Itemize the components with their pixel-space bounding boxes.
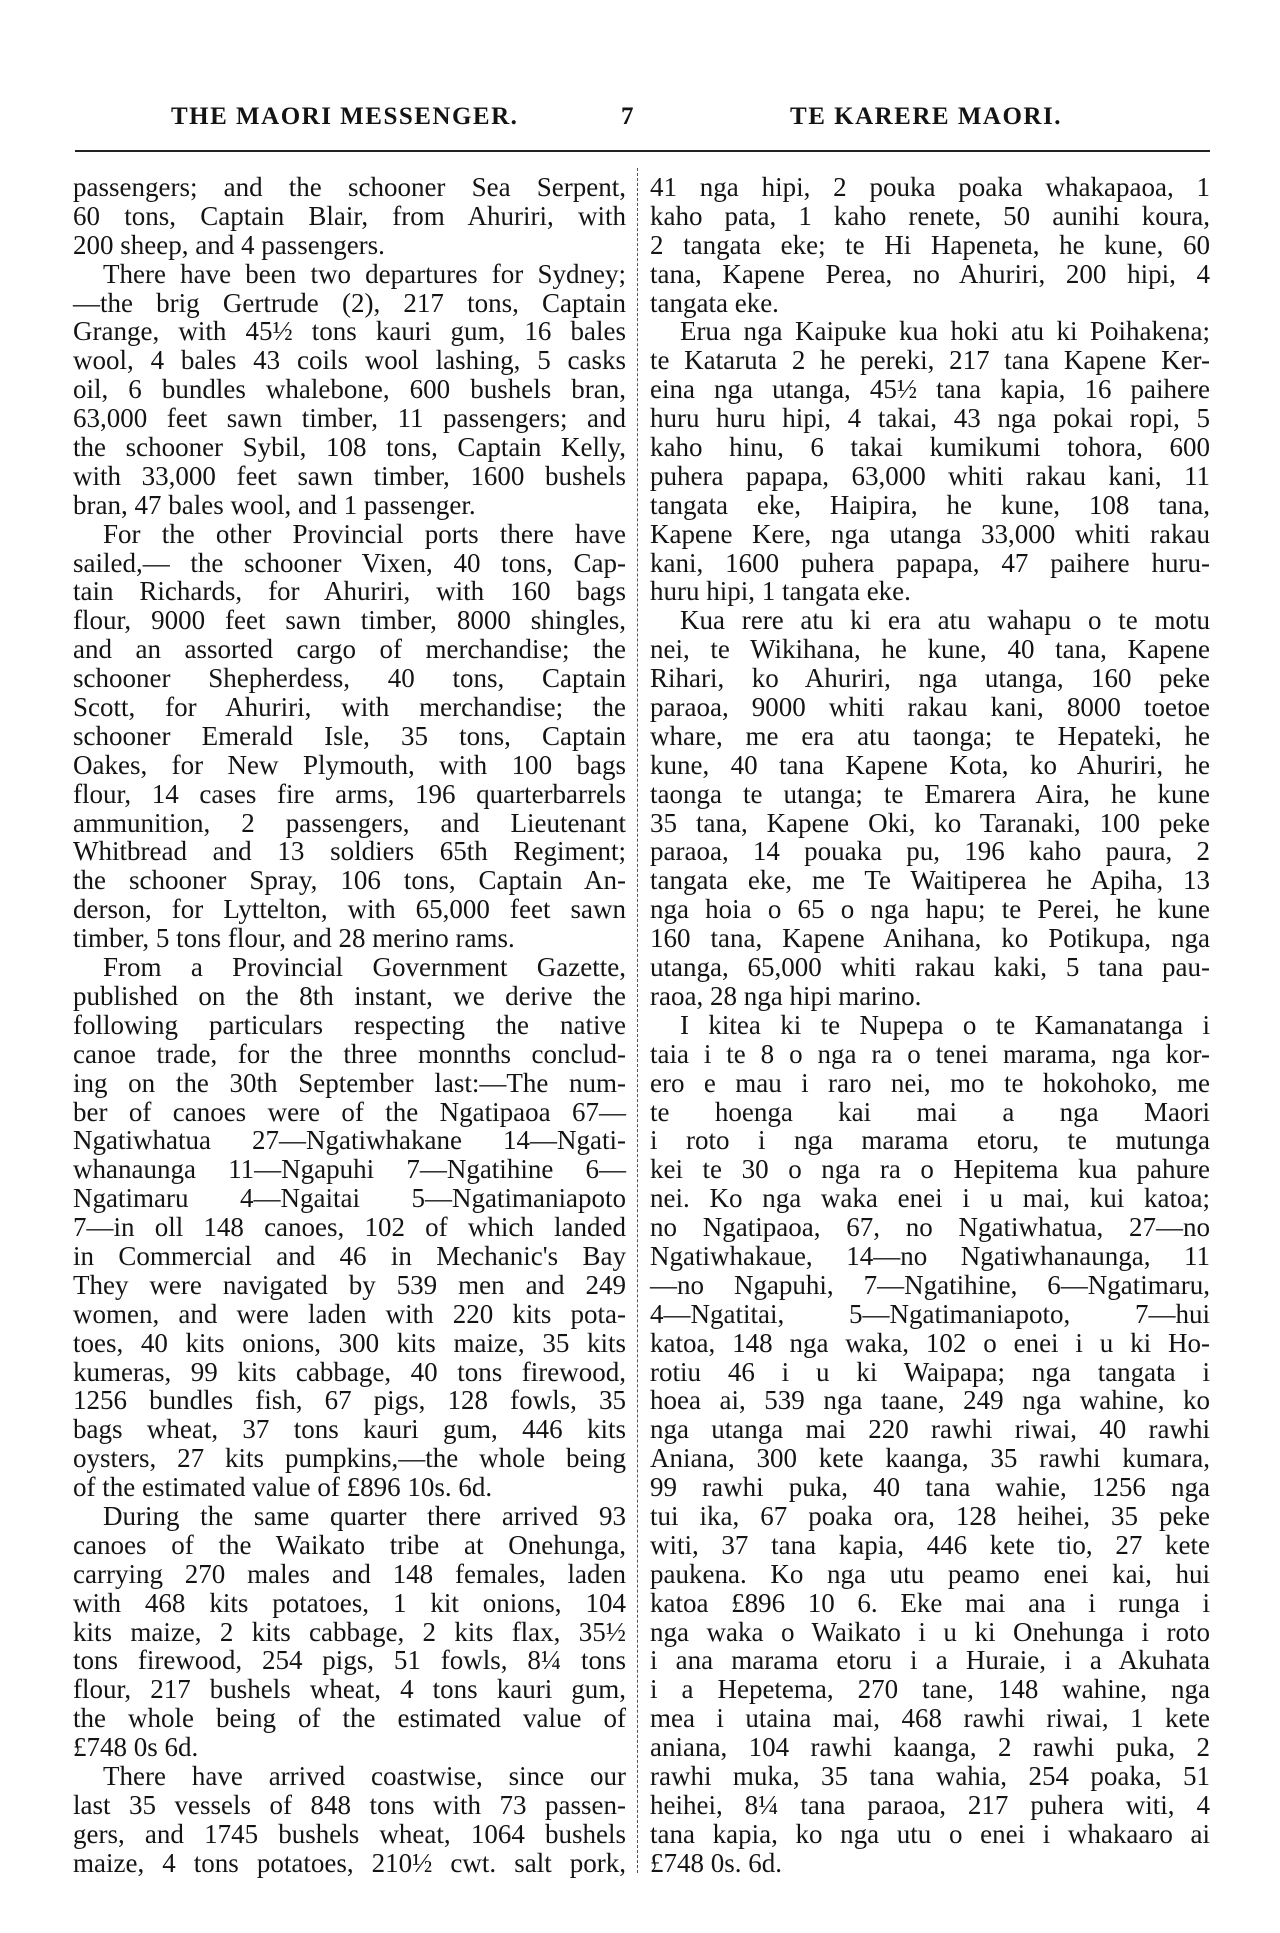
text-line: and an assorted cargo of merchandise; the — [73, 634, 626, 665]
text-line: oysters, 27 kits pumpkins,—the whole being — [73, 1443, 626, 1474]
text-line: During the same quarter there arrived 93 — [103, 1500, 626, 1531]
paragraph — [650, 1011, 1210, 1878]
text-line: women, and were laden with 220 kits pota- — [73, 1298, 626, 1329]
text-line: of the estimated value of £896 10s. 6d. — [73, 1472, 493, 1503]
text-line: kaho pata, 1 kaho renete, 50 aunihi koura, — [650, 200, 1210, 231]
text-line: maize, 4 tons potatoes, 210½ cwt. salt pork, — [73, 1847, 626, 1878]
text-line: nga waka o Waikato i u ki Onehunga i roto — [650, 1616, 1210, 1647]
text-line: kaho hinu, 6 takai kumikumi tohora, 600 — [650, 432, 1210, 463]
text-line: tana, Kapene Perea, no Ahuriri, 200 hipi, 4 — [650, 258, 1210, 289]
text-line: tons firewood, 254 pigs, 51 fowls, 8¼ tons — [73, 1645, 626, 1676]
text-line: There have arrived coastwise, since our — [103, 1760, 626, 1791]
text-line: 200 sheep, and 4 passengers. — [73, 229, 385, 260]
text-line: rotiu 46 i u ki Waipapa; nga tangata i — [650, 1356, 1210, 1387]
text-line: carrying 270 males and 148 females, laden — [73, 1558, 626, 1589]
text-line: i roto i nga marama etoru, te mutunga — [650, 1125, 1210, 1156]
text-line: aniana, 104 rawhi kaanga, 2 rawhi puka, 2 — [650, 1732, 1210, 1763]
text-line: 160 tana, Kapene Anihana, ko Potikupa, nga — [650, 923, 1210, 954]
text-line: tain Richards, for Ahuriri, with 160 bags — [73, 576, 626, 607]
text-line: witi, 37 tana kapia, 446 kete tio, 27 kete — [650, 1529, 1210, 1560]
text-line: flour, 14 cases fire arms, 196 quarterbarrels — [73, 778, 626, 809]
text-line: kei te 30 o nga ra o Hepitema kua pahure — [650, 1154, 1210, 1185]
masthead-maori-title: TE KARERE MAORI. — [790, 103, 1062, 130]
text-line: schooner Emerald Isle, 35 tons, Captain — [73, 720, 626, 751]
text-line: paraoa, 14 pouaka pu, 196 kaho paura, 2 — [650, 836, 1210, 867]
text-line: Ngatiwhatua 27—Ngatiwhakane 14—Ngati- — [73, 1125, 626, 1156]
text-line: flour, 9000 feet sawn timber, 8000 shingles, — [73, 605, 626, 636]
paragraph — [73, 260, 626, 520]
text-line: nga hoia o 65 o nga hapu; te Perei, he kune — [650, 894, 1210, 925]
text-line: derson, for Lyttelton, with 65,000 feet sawn — [73, 894, 626, 925]
text-line: Kapene Kere, nga utanga 33,000 whiti rakau — [650, 518, 1210, 549]
text-line: tangata eke. — [650, 287, 779, 318]
text-line: From a Provincial Government Gazette, — [103, 952, 626, 983]
text-line: tangata eke, me Te Waitiperea he Apiha, 13 — [650, 865, 1210, 896]
text-line: 99 rawhi puka, 40 tana wahie, 1256 nga — [650, 1472, 1210, 1503]
text-line: utanga, 65,000 whiti rakau kaki, 5 tana pau- — [650, 952, 1210, 983]
text-line: rawhi muka, 35 tana wahia, 254 poaka, 51 — [650, 1760, 1210, 1791]
text-line: 7—in oll 148 canoes, 102 of which landed — [73, 1212, 626, 1243]
text-line: taia i te 8 o nga ra o tenei marama, nga kor- — [650, 1038, 1210, 1069]
text-line: whanaunga 11—Ngapuhi 7—Ngatihine 6— — [73, 1154, 626, 1185]
text-line: —the brig Gertrude (2), 217 tons, Captain — [73, 287, 626, 318]
text-line: They were navigated by 539 men and 249 — [73, 1269, 626, 1300]
text-line: nei, te Wikihana, he kune, 40 tana, Kapene — [650, 634, 1210, 665]
column-divider — [637, 168, 638, 1873]
text-line: te hoenga kai mai a nga Maori — [650, 1096, 1210, 1127]
paragraph — [73, 1762, 626, 1878]
text-line: canoes of the Waikato tribe at Onehunga, — [73, 1529, 626, 1560]
text-line: bags wheat, 37 tons kauri gum, 446 kits — [73, 1414, 626, 1445]
text-line: i ana marama etoru i a Huraie, i a Akuhata — [650, 1645, 1210, 1676]
paragraph — [73, 1502, 626, 1762]
text-line: nei. Ko nga waka enei i u mai, kui katoa; — [650, 1183, 1210, 1214]
text-line: 63,000 feet sawn timber, 11 passengers; and — [73, 403, 626, 434]
text-line: 41 nga hipi, 2 pouka poaka whakapaoa, 1 — [650, 172, 1210, 202]
text-line: tui ika, 67 poaka ora, 128 heihei, 35 peke — [650, 1500, 1210, 1531]
text-line: Whitbread and 13 soldiers 65th Regiment; — [73, 836, 626, 867]
text-line: Rihari, ko Ahuriri, nga utanga, 160 peke — [650, 663, 1210, 694]
text-line: £748 0s 6d. — [73, 1732, 199, 1763]
text-line: schooner Shepherdess, 40 tons, Captain — [73, 663, 626, 694]
text-line: tana kapia, ko nga utu o enei i whakaaro ai — [650, 1818, 1210, 1849]
text-line: —no Ngapuhi, 7—Ngatihine, 6—Ngatimaru, — [650, 1269, 1210, 1300]
text-line: Aniana, 300 kete kaanga, 35 rawhi kumara, — [650, 1443, 1210, 1474]
text-line: paukena. Ko nga utu peamo enei kai, hui — [650, 1558, 1210, 1589]
text-line: mea i utaina mai, 468 rawhi riwai, 1 kete — [650, 1703, 1210, 1734]
text-line: whare, me era atu taonga; te Hepateki, he — [650, 720, 1210, 751]
text-line: Scott, for Ahuriri, with merchandise; the — [73, 692, 626, 723]
text-line: ero e mau i raro nei, mo te hokohoko, me — [650, 1067, 1210, 1098]
text-line: ing on the 30th September last:—The num- — [73, 1067, 626, 1098]
text-line: timber, 5 tons flour, and 28 merino rams. — [73, 923, 515, 954]
text-line: bran, 47 bales wool, and 1 passenger. — [73, 489, 476, 520]
text-line: passengers; and the schooner Sea Serpent, — [73, 172, 626, 202]
text-line: Oakes, for New Plymouth, with 100 bags — [73, 749, 626, 780]
maori-column — [650, 173, 1210, 1878]
text-line: tangata eke, Haipira, he kune, 108 tana, — [650, 489, 1210, 520]
paragraph — [650, 173, 1210, 317]
text-line: i a Hepetema, 270 tane, 148 wahine, nga — [650, 1674, 1210, 1705]
text-line: There have been two departures for Sydney; — [103, 258, 626, 289]
text-line: ammunition, 2 passengers, and Lieutenant — [73, 807, 626, 838]
masthead-english-title: THE MAORI MESSENGER. — [171, 103, 519, 130]
text-line: gers, and 1745 bushels wheat, 1064 bushels — [73, 1818, 626, 1849]
text-line: I kitea ki te Nupepa o te Kamanatanga i — [680, 1009, 1210, 1040]
text-line: with 468 kits potatoes, 1 kit onions, 104 — [73, 1587, 626, 1618]
paragraph — [73, 953, 626, 1502]
text-line: the schooner Spray, 106 tons, Captain An- — [73, 865, 626, 896]
text-line: with 33,000 feet sawn timber, 1600 bushels — [73, 460, 626, 491]
header-rule — [75, 150, 1210, 152]
text-line: paraoa, 9000 whiti rakau kani, 8000 toetoe — [650, 692, 1210, 723]
text-line: canoe trade, for the three monnths conclud- — [73, 1038, 626, 1069]
text-line: Ngatimaru 4—Ngaitai 5—Ngatimaniapoto — [73, 1183, 626, 1214]
text-line: katoa, 148 nga waka, 102 o enei i u ki Ho- — [650, 1327, 1210, 1358]
paragraph — [73, 173, 626, 260]
text-line: eina nga utanga, 45½ tana kapia, 16 paihere — [650, 374, 1210, 405]
text-line: flour, 217 bushels wheat, 4 tons kauri gum, — [73, 1674, 626, 1705]
text-line: 1256 bundles fish, 67 pigs, 128 fowls, 35 — [73, 1385, 626, 1416]
text-line: hoea ai, 539 nga taane, 249 nga wahine, ko — [650, 1385, 1210, 1416]
text-line: the schooner Sybil, 108 tons, Captain Kelly, — [73, 432, 626, 463]
text-line: the whole being of the estimated value of — [73, 1703, 626, 1734]
text-line: 35 tana, Kapene Oki, ko Taranaki, 100 peke — [650, 807, 1210, 838]
text-line: Grange, with 45½ tons kauri gum, 16 bales — [73, 316, 626, 347]
paragraph — [650, 606, 1210, 1010]
text-line: toes, 40 kits onions, 300 kits maize, 35 kits — [73, 1327, 626, 1358]
text-line: raoa, 28 nga hipi marino. — [650, 980, 922, 1011]
text-line: puhera papapa, 63,000 whiti rakau kani, 11 — [650, 460, 1210, 491]
text-line: 2 tangata eke; te Hi Hapeneta, he kune, 60 — [650, 229, 1210, 260]
text-line: following particulars respecting the native — [73, 1009, 626, 1040]
text-line: no Ngatipaoa, 67, no Ngatiwhatua, 27—no — [650, 1212, 1210, 1243]
text-line: Ngatiwhakaue, 14—no Ngatiwhanaunga, 11 — [650, 1240, 1210, 1271]
text-line: kune, 40 tana Kapene Kota, ko Ahuriri, he — [650, 749, 1210, 780]
text-line: Erua nga Kaipuke kua hoki atu ki Poihakena; — [680, 316, 1210, 347]
text-line: in Commercial and 46 in Mechanic's Bay — [73, 1240, 626, 1271]
english-column — [73, 173, 626, 1878]
text-line: kani, 1600 puhera papapa, 47 paihere huru- — [650, 547, 1210, 578]
text-line: katoa £896 10 6. Eke mai ana i runga i — [650, 1587, 1210, 1618]
text-line: 60 tons, Captain Blair, from Ahuriri, with — [73, 200, 626, 231]
paragraph — [73, 520, 626, 953]
text-line: sailed,— the schooner Vixen, 40 tons, Cap- — [73, 547, 626, 578]
text-line: nga utanga mai 220 rawhi riwai, 40 rawhi — [650, 1414, 1210, 1445]
paragraph — [650, 317, 1210, 606]
text-line: For the other Provincial ports there have — [103, 518, 626, 549]
text-line: last 35 vessels of 848 tons with 73 passen- — [73, 1789, 626, 1820]
text-line: huru huru hipi, 4 takai, 43 nga pokai ropi, 5 — [650, 403, 1210, 434]
text-line: te Kataruta 2 he pereki, 217 tana Kapene Ker- — [650, 345, 1210, 376]
text-line: kits maize, 2 kits cabbage, 2 kits flax, 35½ — [73, 1616, 626, 1647]
text-line: £748 0s. 6d. — [650, 1847, 783, 1878]
text-line: oil, 6 bundles whalebone, 600 bushels bran, — [73, 374, 626, 405]
text-line: kumeras, 99 kits cabbage, 40 tons firewood, — [73, 1356, 626, 1387]
text-line: wool, 4 bales 43 coils wool lashing, 5 casks — [73, 345, 626, 376]
text-line: huru hipi, 1 tangata eke. — [650, 576, 911, 607]
text-line: Kua rere atu ki era atu wahapu o te motu — [680, 605, 1210, 636]
text-line: taonga te utanga; te Emarera Aira, he kune — [650, 778, 1210, 809]
text-line: 4—Ngatitai, 5—Ngatimaniapoto, 7—hui — [650, 1298, 1210, 1329]
text-line: published on the 8th instant, we derive the — [73, 980, 626, 1011]
text-line: ber of canoes were of the Ngatipaoa 67— — [73, 1096, 626, 1127]
page-number: 7 — [621, 103, 635, 130]
text-line: heihei, 8¼ tana paraoa, 217 puhera witi, 4 — [650, 1789, 1210, 1820]
